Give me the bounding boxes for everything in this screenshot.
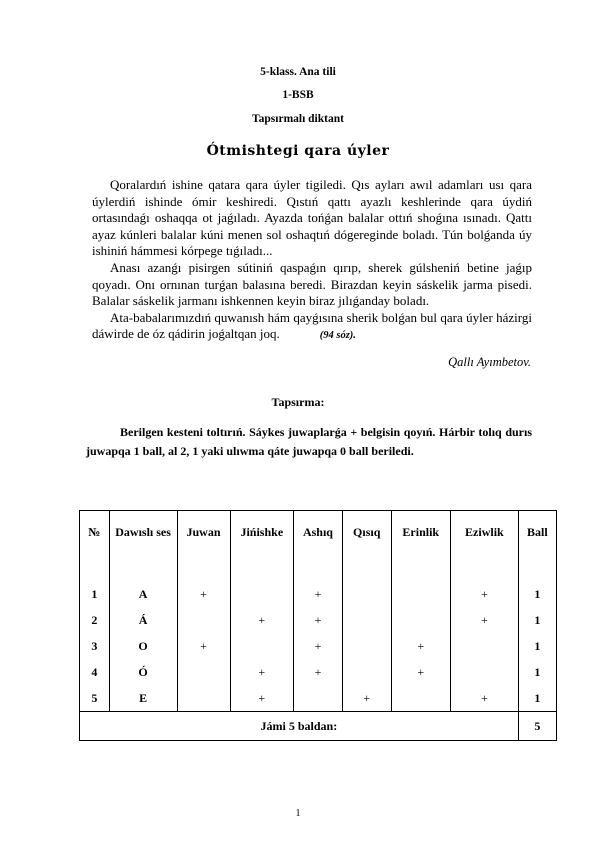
col-vowel: Dawıslı ses — [109, 511, 177, 582]
cell[interactable]: + — [230, 607, 294, 633]
cell[interactable]: + — [391, 633, 450, 659]
cell[interactable]: 3 — [80, 633, 110, 659]
cell[interactable] — [230, 581, 294, 607]
col-unrounded: Eziwlik — [450, 511, 518, 582]
story-paragraph-3-text: Ata-babalarımızdıń quwanısh hám qayǵısına sherik bolǵan bul qara úyler házirgi dáwirde de óz qádirin joǵaltqan joq. — [92, 309, 532, 342]
table-row — [80, 633, 557, 659]
task-instructions: Berilgen kesteni toltırıń. Sáykes juwaplarǵa + belgisin qoyıń. Hárbir tolıq durıs juwapqa 1 ball, al 2, 1 yaki ulıwma qáte juwapqa 0 ball beriledi. — [86, 425, 532, 458]
cell[interactable]: 1 — [518, 581, 556, 607]
table-row — [80, 685, 557, 712]
col-rounded: Erinlik — [391, 511, 450, 582]
cell[interactable] — [177, 607, 230, 633]
cell[interactable]: 4 — [80, 659, 110, 685]
cell[interactable]: + — [177, 581, 230, 607]
cell[interactable]: + — [294, 607, 343, 633]
table-header-row — [80, 511, 557, 582]
col-score: Ball — [518, 511, 556, 582]
story-paragraph-2: Anası azanǵı pisirgen sútiniń qaspaǵın qırıp, sherek gúlsheniń betine jaǵıp qoyadı. Onı ornınan turǵan balasına beredi. Birazdan keyin sáskelik jarma pisedi. Balalar sáskelik jarmanı ishkennen keyin biraz jılıǵanday boladı. — [92, 259, 532, 309]
cell[interactable] — [450, 633, 518, 659]
assessment-code-heading: 1-BSB — [282, 89, 314, 101]
cell[interactable]: + — [391, 659, 450, 685]
cell[interactable] — [230, 633, 294, 659]
story-title: Ótmishtegi qara úyler — [206, 143, 390, 159]
cell[interactable] — [391, 581, 450, 607]
col-open: Ashıq — [294, 511, 343, 582]
cell[interactable]: + — [230, 659, 294, 685]
cell[interactable] — [450, 659, 518, 685]
cell[interactable] — [342, 633, 391, 659]
cell[interactable]: 1 — [518, 659, 556, 685]
cell[interactable]: + — [450, 607, 518, 633]
total-value: 5 — [518, 712, 556, 741]
total-label: Jámi 5 baldan: — [80, 712, 519, 741]
table-row — [80, 581, 557, 607]
cell[interactable] — [342, 607, 391, 633]
cell[interactable]: 1 — [80, 581, 110, 607]
cell[interactable]: + — [294, 659, 343, 685]
cell[interactable] — [342, 581, 391, 607]
cell[interactable] — [294, 685, 343, 712]
cell[interactable]: + — [342, 685, 391, 712]
cell[interactable]: O — [109, 633, 177, 659]
cell[interactable] — [177, 659, 230, 685]
cell[interactable] — [391, 607, 450, 633]
word-count: (94 sóz). — [319, 330, 356, 342]
task-title: Tapsırma: — [271, 395, 325, 409]
cell[interactable] — [391, 685, 450, 712]
story-paragraph-1: Qoralardıń ishine qatara qara úyler tigiledi. Qıs ayları awıl adamları usı qara úylerdiń ishinde ómir keshiredi. Qıstıń qattı ayazlı keshlerinde qara úydiń ortasındaǵı oshaqqa ot jaǵıladı. Ayazda tońǵan balalar ottıń shoǵına ısınadı. Qattı ayaz kúnleri balalar kúni menen sol oshaqtıń dógereginde boladı. Tún bolǵanda úy ishiniń hámmesi kórpege tıǵıladı... — [92, 177, 532, 259]
col-closed: Qısıq — [342, 511, 391, 582]
dictation-type-heading: Tapsırmalı diktant — [252, 113, 344, 125]
author-name: Qallı Ayımbetov. — [448, 355, 531, 369]
page-number: 1 — [295, 808, 301, 819]
cell[interactable]: + — [450, 581, 518, 607]
cell[interactable]: + — [230, 685, 294, 712]
cell[interactable] — [177, 685, 230, 712]
cell[interactable] — [342, 659, 391, 685]
cell[interactable]: + — [450, 685, 518, 712]
cell[interactable]: E — [109, 685, 177, 712]
vowel-table — [79, 510, 557, 741]
cell[interactable]: + — [294, 581, 343, 607]
cell[interactable]: Á — [109, 607, 177, 633]
cell[interactable]: 1 — [518, 633, 556, 659]
col-number: № — [80, 511, 110, 582]
cell[interactable]: 2 — [80, 607, 110, 633]
cell[interactable]: + — [177, 633, 230, 659]
class-subject-heading: 5-klass. Ana tili — [260, 66, 336, 78]
col-back: Juwan — [177, 511, 230, 582]
cell[interactable]: A — [109, 581, 177, 607]
cell[interactable]: 1 — [518, 685, 556, 712]
story-paragraph-3 — [92, 310, 532, 345]
total-row — [80, 712, 557, 741]
col-front: Jińishke — [230, 511, 294, 582]
table-row — [80, 659, 557, 685]
cell[interactable]: Ó — [109, 659, 177, 685]
cell[interactable]: 5 — [80, 685, 110, 712]
cell[interactable]: + — [294, 633, 343, 659]
cell[interactable]: 1 — [518, 607, 556, 633]
story-text — [92, 177, 532, 345]
table-row — [80, 607, 557, 633]
